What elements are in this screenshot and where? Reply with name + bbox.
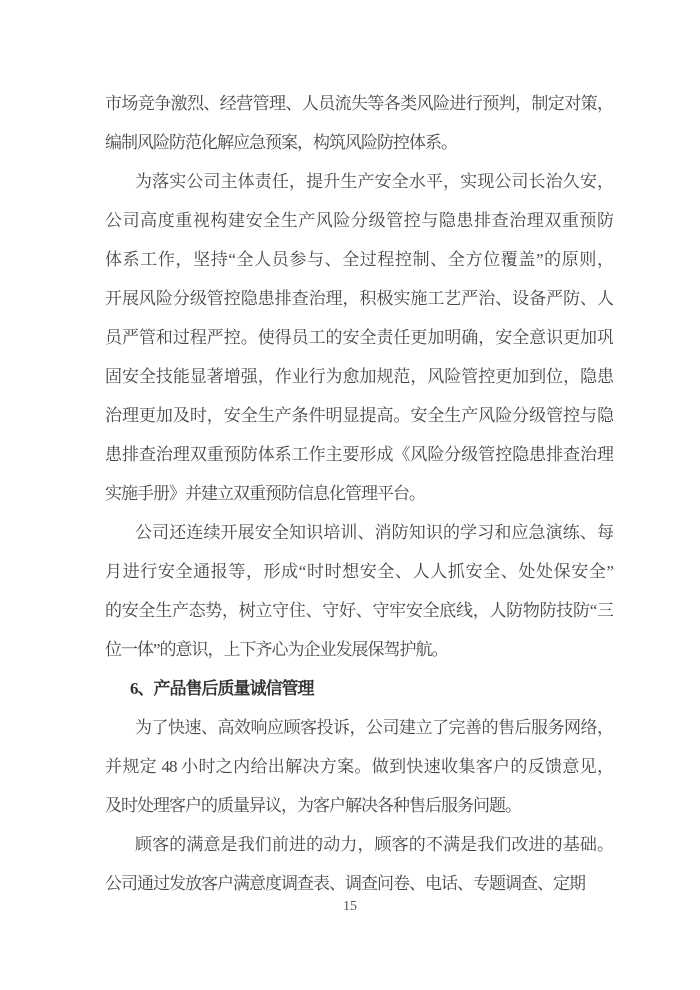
text-line: 固安全技能显著增强，作业行为愈加规范，风险管控更加到位，隐患 bbox=[105, 367, 613, 386]
text-line: 实施手册》并建立双重预防信息化管理平台。 bbox=[105, 484, 425, 503]
paragraph bbox=[105, 84, 613, 162]
text-line: 及时处理客户的质量异议，为客户解决各种售后服务问题。 bbox=[105, 796, 521, 815]
paragraph bbox=[105, 162, 613, 513]
text-line: 开展风险分级管控隐患排查治理，积极实施工艺严治、设备严防、人 bbox=[105, 289, 613, 308]
paragraph bbox=[105, 513, 613, 669]
text-line: 公司高度重视构建安全生产风险分级管控与隐患排查治理双重预防 bbox=[105, 211, 613, 230]
text-line: 体系工作，坚持“全人员参与、全过程控制、全方位覆盖”的原则， bbox=[105, 250, 613, 269]
document-content bbox=[105, 84, 613, 903]
text-line: 并规定 48 小时之内给出解决方案。做到快速收集客户的反馈意见， bbox=[105, 757, 613, 776]
text-line: 的安全生产态势，树立守住、守好、守牢安全底线，人防物防技防“三 bbox=[105, 601, 613, 620]
text-line: 位一体”的意识，上下齐心为企业发展保驾护航。 bbox=[105, 640, 448, 659]
text-line: 顾客的满意是我们前进的动力，顾客的不满是我们改进的基础。 bbox=[135, 835, 613, 854]
paragraph bbox=[105, 708, 613, 825]
page-number: 15 bbox=[343, 899, 357, 914]
text-line: 患排查治理双重预防体系工作主要形成《风险分级管控隐患排查治理 bbox=[105, 445, 613, 464]
text-line: 员严管和过程严控。使得员工的安全责任更加明确，安全意识更加巩 bbox=[105, 328, 613, 347]
text-line: 为落实公司主体责任，提升生产安全水平，实现公司长治久安， bbox=[135, 172, 613, 191]
text-line: 为了快速、高效响应顾客投诉，公司建立了完善的售后服务网络， bbox=[135, 718, 613, 737]
text-line: 市场竞争激烈、经营管理、人员流失等各类风险进行预判，制定对策， bbox=[105, 94, 613, 113]
text-line: 治理更加及时，安全生产条件明显提高。安全生产风险分级管控与隐 bbox=[105, 406, 613, 425]
text-line: 公司通过发放客户满意度调查表、调查问卷、电话、专题调查、定期 bbox=[105, 874, 585, 893]
text-line: 公司还连续开展安全知识培训、消防知识的学习和应急演练、每 bbox=[135, 523, 613, 542]
section-heading bbox=[105, 669, 613, 708]
text-line: 月进行安全通报等，形成“时时想安全、人人抓安全、处处保安全” bbox=[105, 562, 613, 581]
text-line: 编制风险防范化解应急预案，构筑风险防控体系。 bbox=[105, 133, 457, 152]
paragraph bbox=[105, 825, 613, 903]
heading-text: 6、产品售后质量诚信管理 bbox=[130, 679, 314, 698]
